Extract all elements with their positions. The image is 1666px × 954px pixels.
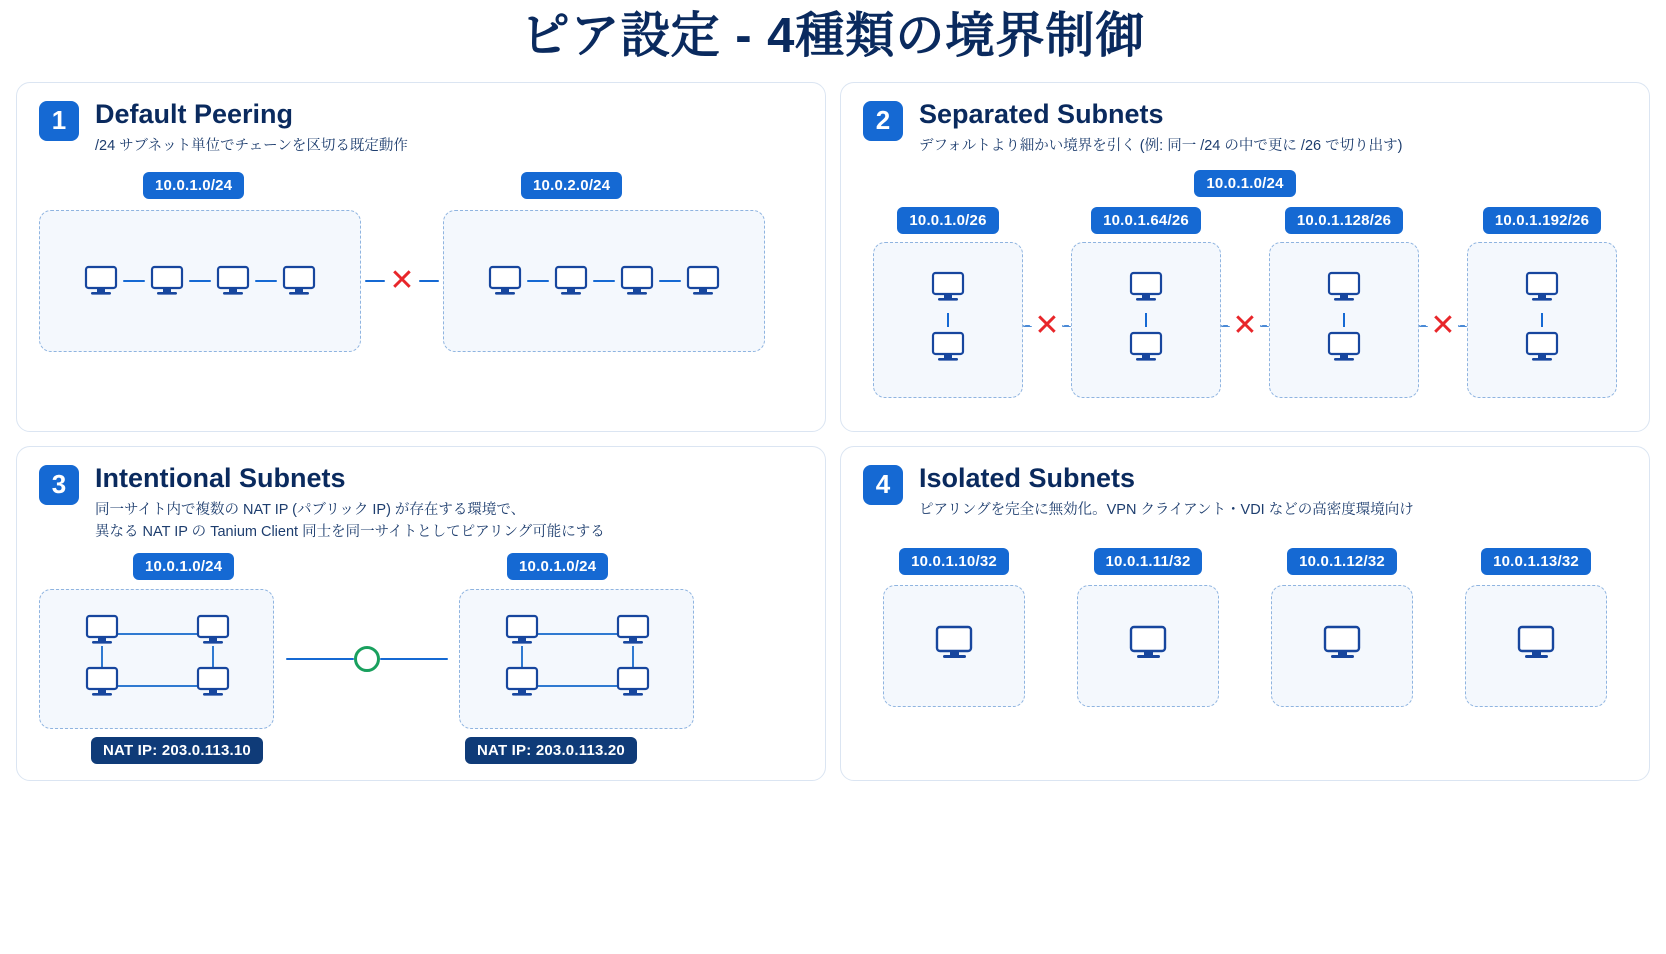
desktop-icon xyxy=(549,259,593,303)
desktop-icon xyxy=(1313,619,1371,673)
peering-break xyxy=(361,262,443,298)
peering-break xyxy=(1023,307,1071,343)
subnet-tag: 10.0.1.192/26 xyxy=(1483,207,1601,234)
link-line xyxy=(255,280,277,282)
parent-subnet-tag: 10.0.1.0/24 xyxy=(1194,170,1295,197)
card-title: Default Peering xyxy=(95,98,294,129)
nat-ip-tag: NAT IP: 203.0.113.20 xyxy=(465,737,637,764)
desktop-icon xyxy=(681,259,725,303)
desktop-icon xyxy=(277,259,321,303)
topology-row xyxy=(863,207,1627,398)
card-title: Intentional Subnets xyxy=(95,462,346,493)
subnet-tag: 10.0.1.0/24 xyxy=(143,172,244,199)
link-line xyxy=(527,280,549,282)
isolated-group xyxy=(1465,585,1607,707)
x-mark-icon: ✕ xyxy=(389,262,415,298)
desktop-icon xyxy=(923,327,973,373)
link-line xyxy=(365,280,385,282)
card-title: Isolated Subnets xyxy=(919,462,1136,493)
desktop-icon xyxy=(615,259,659,303)
link-line xyxy=(1260,325,1269,327)
subnet-column xyxy=(1467,207,1617,398)
link-line xyxy=(659,280,681,282)
subnet-group xyxy=(873,242,1023,398)
desktop-icon xyxy=(1319,327,1369,373)
link-line xyxy=(286,658,354,660)
desktop-icon xyxy=(1121,327,1171,373)
card-subtitle: /24 サブネット単位でチェーンを区切る既定動作 xyxy=(95,137,408,154)
infographic-page xyxy=(0,10,1666,954)
card-number-badge: 2 xyxy=(863,101,903,141)
card-number-badge: 4 xyxy=(863,465,903,505)
link-line xyxy=(1419,325,1428,327)
card-title: Separated Subnets xyxy=(919,98,1164,129)
card-number-badge: 3 xyxy=(39,465,79,505)
subnet-group-right xyxy=(443,210,765,352)
subnet-group xyxy=(1071,242,1221,398)
card-header xyxy=(863,99,1627,158)
site-group-right xyxy=(459,589,694,729)
mesh-topology-left xyxy=(54,600,261,720)
link-line xyxy=(947,313,949,327)
desktop-icon xyxy=(1517,327,1567,373)
cards-grid xyxy=(18,82,1648,781)
isolated-column xyxy=(1063,548,1233,707)
desktop-icon xyxy=(79,259,123,303)
desktop-icon xyxy=(1507,619,1565,673)
subnet-tag: 10.0.1.128/26 xyxy=(1285,207,1403,234)
desktop-icon xyxy=(211,259,255,303)
link-line xyxy=(189,280,211,282)
subnet-tag: 10.0.1.10/32 xyxy=(899,548,1009,575)
link-line xyxy=(1062,325,1071,327)
link-line xyxy=(1541,313,1543,327)
green-circle-node-icon xyxy=(354,646,380,672)
parent-subnet-tag-row xyxy=(863,170,1627,197)
isolated-column xyxy=(1257,548,1427,707)
link-line xyxy=(419,280,439,282)
link-line xyxy=(1343,313,1345,327)
card-number-badge: 1 xyxy=(39,101,79,141)
subnet-column xyxy=(1269,207,1419,398)
topology-row xyxy=(39,210,803,352)
page-title: ピア設定 - 4種類の境界制御 xyxy=(520,9,1146,63)
desktop-icon xyxy=(483,259,527,303)
card-header xyxy=(39,99,803,158)
card-intentional-subnets xyxy=(16,446,826,781)
subnet-column xyxy=(873,207,1023,398)
subnet-tag: 10.0.1.64/26 xyxy=(1091,207,1201,234)
subnet-tag: 10.0.1.0/24 xyxy=(133,553,234,580)
link-line xyxy=(593,280,615,282)
nat-ip-tag: NAT IP: 203.0.113.10 xyxy=(91,737,263,764)
desktop-icon xyxy=(1121,267,1171,313)
desktop-icon xyxy=(1319,267,1369,313)
card-isolated-subnets xyxy=(840,446,1650,781)
subnet-tag: 10.0.1.0/24 xyxy=(507,553,608,580)
desktop-icon xyxy=(923,267,973,313)
isolated-group xyxy=(883,585,1025,707)
x-mark-icon: ✕ xyxy=(1430,307,1456,343)
site-group-left xyxy=(39,589,274,729)
peering-break xyxy=(1419,307,1467,343)
topology-row xyxy=(39,589,803,729)
subnet-tag: 10.0.1.11/32 xyxy=(1094,548,1203,575)
desktop-icon xyxy=(925,619,983,673)
topology-row xyxy=(863,548,1627,707)
card-header xyxy=(39,463,803,544)
subnet-tag-row xyxy=(39,553,803,583)
card-subtitle-line2: 異なる NAT IP の Tanium Client 同士を同一サイトとしてピアリング可能にする xyxy=(95,523,605,540)
isolated-group xyxy=(1077,585,1219,707)
peering-break xyxy=(1221,307,1269,343)
card-subtitle: デフォルトより細かい境界を引く (例: 同一 /24 の中で更に /26 で切り出す) xyxy=(919,137,1403,154)
card-subtitle-line1: 同一サイト内で複数の NAT IP (パブリック IP) が存在する環境で、 xyxy=(95,501,526,518)
link-line xyxy=(1023,325,1032,327)
mesh-topology-right xyxy=(474,600,681,720)
subnet-tag: 10.0.2.0/24 xyxy=(521,172,622,199)
isolated-group xyxy=(1271,585,1413,707)
subnet-group xyxy=(1467,242,1617,398)
card-separated-subnets xyxy=(840,82,1650,432)
link-line xyxy=(123,280,145,282)
subnet-column xyxy=(1071,207,1221,398)
desktop-icon xyxy=(1517,267,1567,313)
subnet-group-left xyxy=(39,210,361,352)
card-subtitle: ピアリングを完全に無効化。VPN クライアント・VDI などの高密度環境向け xyxy=(919,501,1414,518)
desktop-icon xyxy=(145,259,189,303)
link-line xyxy=(1458,325,1467,327)
isolated-column xyxy=(869,548,1039,707)
card-default-peering xyxy=(16,82,826,432)
link-line xyxy=(1145,313,1147,327)
subnet-tag-row xyxy=(39,172,803,202)
link-line xyxy=(1221,325,1230,327)
isolated-column xyxy=(1451,548,1621,707)
desktop-icon xyxy=(1119,619,1177,673)
peering-link xyxy=(274,646,459,672)
nat-tag-row xyxy=(39,737,803,769)
subnet-tag: 10.0.1.13/32 xyxy=(1481,548,1591,575)
link-line xyxy=(380,658,448,660)
subnet-tag: 10.0.1.0/26 xyxy=(897,207,998,234)
x-mark-icon: ✕ xyxy=(1232,307,1258,343)
x-mark-icon: ✕ xyxy=(1034,307,1060,343)
card-header xyxy=(863,463,1627,522)
subnet-group xyxy=(1269,242,1419,398)
subnet-tag: 10.0.1.12/32 xyxy=(1287,548,1397,575)
